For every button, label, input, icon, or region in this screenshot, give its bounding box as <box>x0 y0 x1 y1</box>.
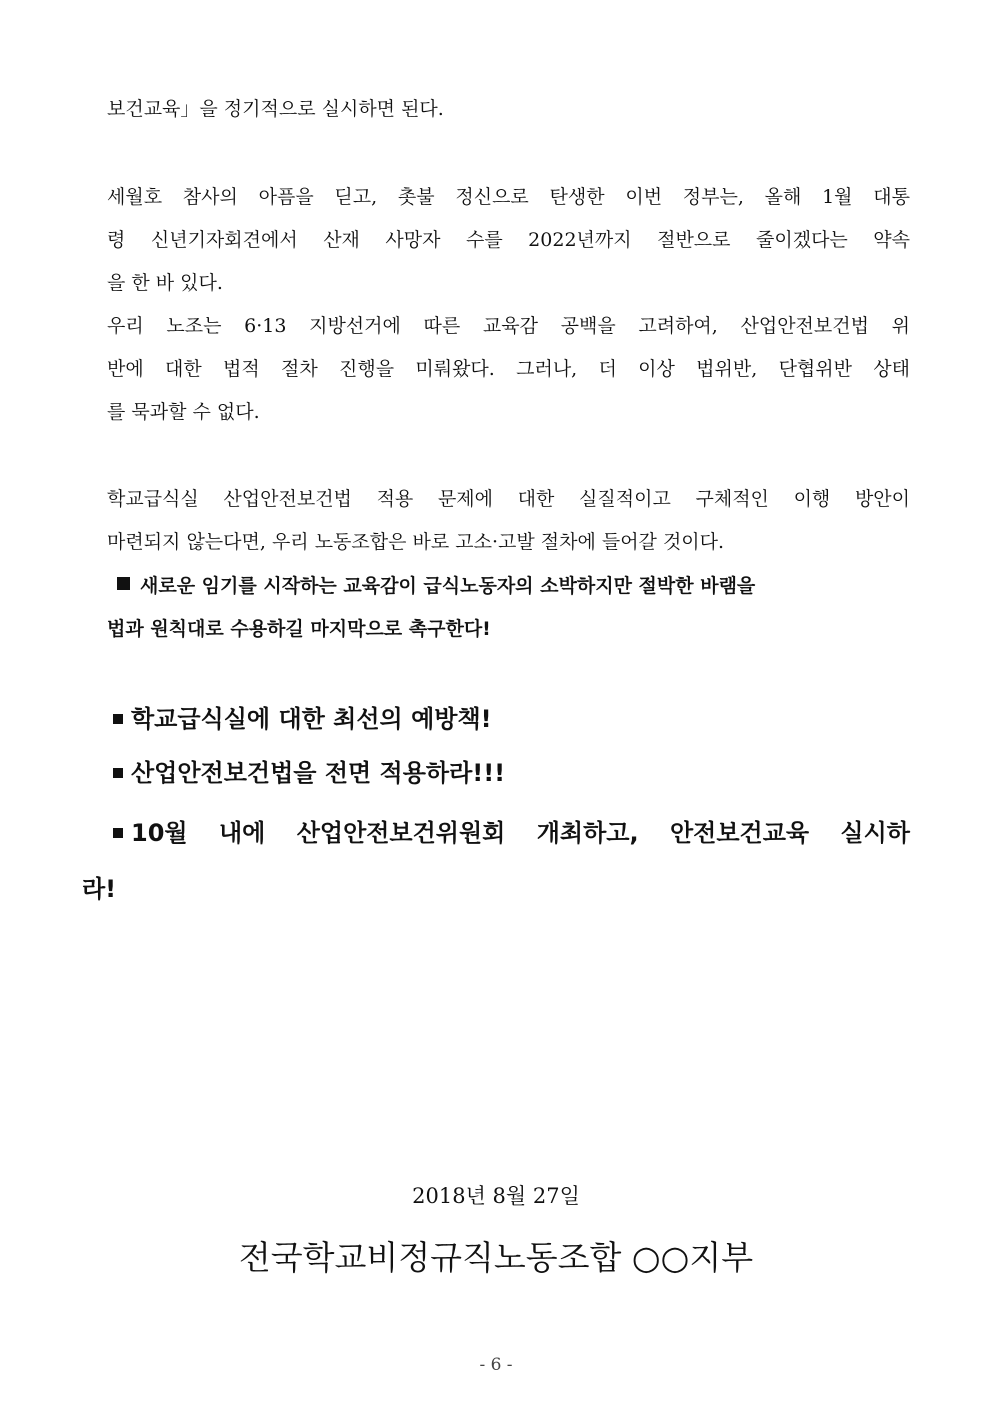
slogan-text: 산업안전보건법을 전면 적용하라!!! <box>131 759 506 787</box>
emphasis-line: 법과 원칙대로 수용하길 마지막으로 촉구한다! <box>107 618 491 640</box>
paragraph-line: 보건교육」을 정기적으로 실시하면 된다. <box>107 98 444 120</box>
page-number: - 6 - <box>479 1355 513 1375</box>
paragraph-line: 반에 대한 법적 절차 진행을 미뤄왔다. 그러나, 더 이상 법위반, 단협위반 상태 <box>107 358 910 380</box>
slogan <box>113 704 492 734</box>
square-bullet-icon <box>113 828 123 838</box>
paragraph-line: 를 묵과할 수 없다. <box>107 401 260 423</box>
slogan-text: 학교급식실에 대한 최선의 예방책! <box>131 705 492 733</box>
document-date: 2018년 8월 27일 <box>412 1184 580 1208</box>
paragraph-line: 령 신년기자회견에서 산재 사망자 수를 2022년까지 절반으로 줄이겠다는 약속 <box>107 229 910 251</box>
paragraph-line: 을 한 바 있다. <box>107 272 223 294</box>
slogan-continuation: 라! <box>82 875 117 903</box>
emphasis-line <box>117 574 910 598</box>
paragraph-line: 우리 노조는 6·13 지방선거에 따른 교육감 공백을 고려하여, 산업안전보건법 위 <box>107 315 910 337</box>
square-bullet-icon <box>113 714 123 724</box>
square-bullet-icon <box>113 768 123 778</box>
paragraph-line: 마련되지 않는다면, 우리 노동조합은 바로 고소·고발 절차에 들어갈 것이다. <box>107 531 725 553</box>
paragraph-line: 학교급식실 산업안전보건법 적용 문제에 대한 실질적이고 구체적인 이행 방안이 <box>107 488 910 510</box>
slogan <box>113 758 505 788</box>
slogan-text: 10월 내에 산업안전보건위원회 개최하고, 안전보건교육 실시하 <box>131 819 910 847</box>
organization-name: 전국학교비정규직노동조합 ○○지부 <box>238 1238 754 1277</box>
emphasis-text: 새로운 임기를 시작하는 교육감이 급식노동자의 소박하지만 절박한 바램을 <box>140 575 756 597</box>
square-bullet-icon <box>117 577 130 590</box>
paragraph-line: 세월호 참사의 아픔을 딛고, 촛불 정신으로 탄생한 이번 정부는, 올해 1월 대통 <box>107 186 910 208</box>
slogan <box>113 818 910 848</box>
